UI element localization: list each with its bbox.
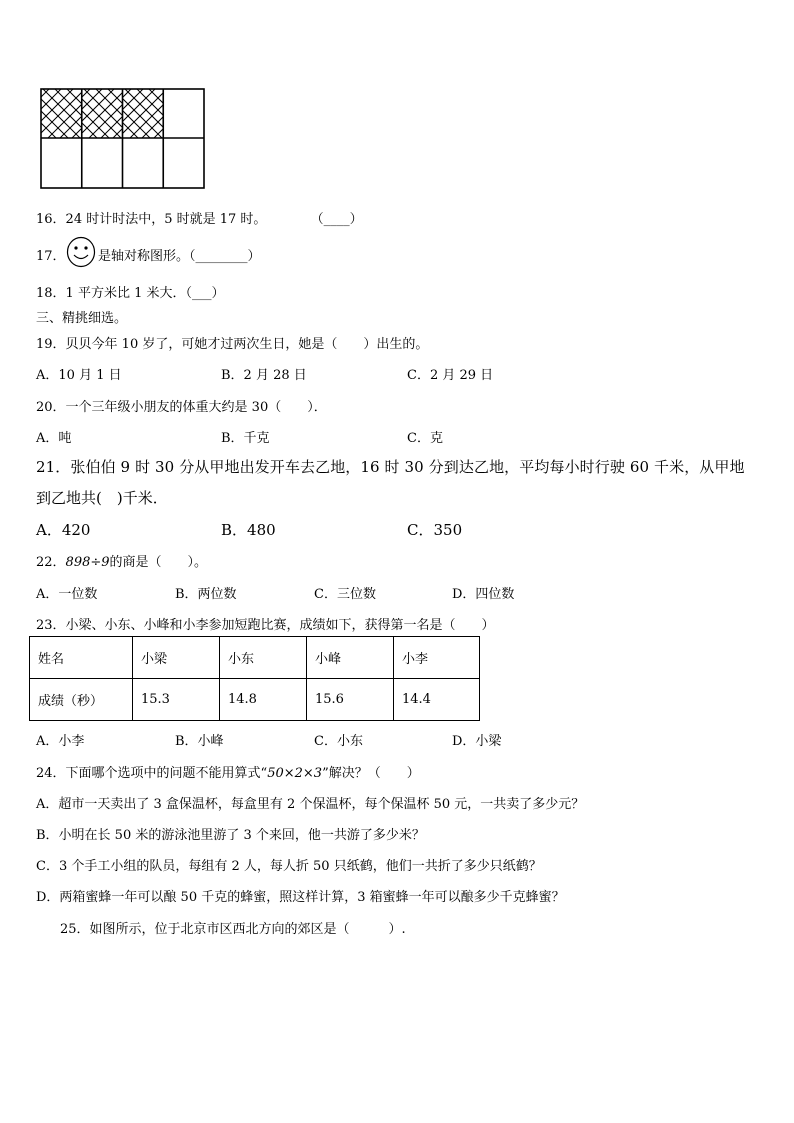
question-17 [98, 245, 261, 264]
question-20-stem: 20．一个三年级小朋友的体重大约是 30（ ）． [36, 400, 327, 415]
table-header-cell: 小李 [394, 637, 480, 679]
answer-blank-17[interactable]: （________） [189, 249, 261, 264]
grid-figure [40, 88, 206, 190]
option-b[interactable]: B．千克 [221, 431, 270, 446]
option-a[interactable]: A．小李 [36, 734, 85, 749]
option-b[interactable]: B．2 月 28 日 [221, 368, 307, 383]
question-25-stem: 25．如图所示，位于北京市区西北方向的郊区是（ ）. [60, 922, 406, 937]
table-header-cell: 小东 [220, 637, 307, 679]
section-title: 三、精挑细选。 [36, 311, 128, 326]
option-d[interactable]: D．两箱蜜蜂一年可以酿 50 千克的蜂蜜，照这样计算，3 箱蜜蜂一年可以酿多少千克蜂蜜？ [36, 890, 565, 905]
question-17-number: 17． [36, 249, 66, 264]
question-24-stem-pre: 24．下面哪个选项中的问题不能用算式“ [36, 766, 268, 781]
smiley-face-icon [66, 236, 96, 268]
question-21-stem-line2: 到乙地共( )千米． [36, 489, 168, 507]
option-a[interactable]: A．420 [36, 521, 91, 539]
option-c[interactable]: C．三位数 [314, 587, 376, 602]
option-b[interactable]: B．小明在长 50 米的游泳池里游了 3 个来回，他一共游了多少米？ [36, 828, 425, 843]
table-row [30, 679, 480, 721]
option-a[interactable]: A．超市一天卖出了 3 盒保温杯，每盒里有 2 个保温杯，每个保温杯 50 元，一共卖了多少元？ [36, 797, 585, 812]
answer-blank-16[interactable]: （____） [310, 212, 363, 227]
question-18: 18．1 平方米比 1 米大．（___） [36, 286, 225, 301]
table-header-cell: 姓名 [30, 637, 133, 679]
option-b[interactable]: B．480 [221, 521, 276, 539]
table-cell: 14.8 [220, 679, 307, 721]
table-cell: 15.3 [133, 679, 220, 721]
question-22-stem [36, 551, 207, 570]
option-a[interactable]: A．吨 [36, 431, 72, 446]
question-23-stem: 23．小梁、小东、小峰和小李参加短跑比赛，成绩如下，获得第一名是（ ） [36, 618, 495, 633]
table-header-row [30, 637, 480, 679]
table-cell: 成绩（秒） [30, 679, 133, 721]
option-c[interactable]: C．小东 [314, 734, 363, 749]
question-21-stem-line1: 21．张伯伯 9 时 30 分从甲地出发开车去乙地，16 时 30 分到达乙地，平均每小时行驶 60 千米，从甲地 [36, 458, 745, 476]
option-c[interactable]: C．克 [407, 431, 443, 446]
table-cell: 15.6 [307, 679, 394, 721]
question-16 [36, 208, 363, 227]
table-cell: 14.4 [394, 679, 480, 721]
question-22-number: 22． [36, 555, 66, 570]
option-b[interactable]: B．小峰 [175, 734, 224, 749]
option-c[interactable]: C．2 月 29 日 [407, 368, 494, 383]
option-a[interactable]: A．10 月 1 日 [36, 368, 122, 383]
multiplication-expression: 50×2×3 [267, 766, 323, 781]
question-19-stem: 19．贝贝今年 10 岁了，可她才过两次生日，她是（ ）出生的。 [36, 337, 429, 352]
table-header-cell: 小梁 [133, 637, 220, 679]
option-b[interactable]: B．两位数 [175, 587, 237, 602]
question-17-text: 是轴对称图形。 [98, 249, 190, 264]
option-c[interactable]: C．3 个手工小组的队员，每组有 2 人，每人折 50 只纸鹤，他们一共折了多少只纸鹤？ [36, 859, 542, 874]
option-d[interactable]: D．四位数 [452, 587, 515, 602]
question-24-stem [36, 762, 420, 781]
grid-lines [41, 89, 204, 188]
question-22-rest: 的商是（ ）。 [109, 555, 208, 570]
question-16-text: 16．24 时计时法中，5 时就是 17 时。 [36, 212, 267, 227]
score-table [29, 636, 480, 721]
division-expression: 898÷9 [65, 555, 110, 570]
table-header-cell: 小峰 [307, 637, 394, 679]
question-24-stem-post: ”解决？（ ） [322, 766, 420, 781]
option-a[interactable]: A．一位数 [36, 587, 98, 602]
option-d[interactable]: D．小梁 [452, 734, 502, 749]
option-c[interactable]: C．350 [407, 521, 463, 539]
